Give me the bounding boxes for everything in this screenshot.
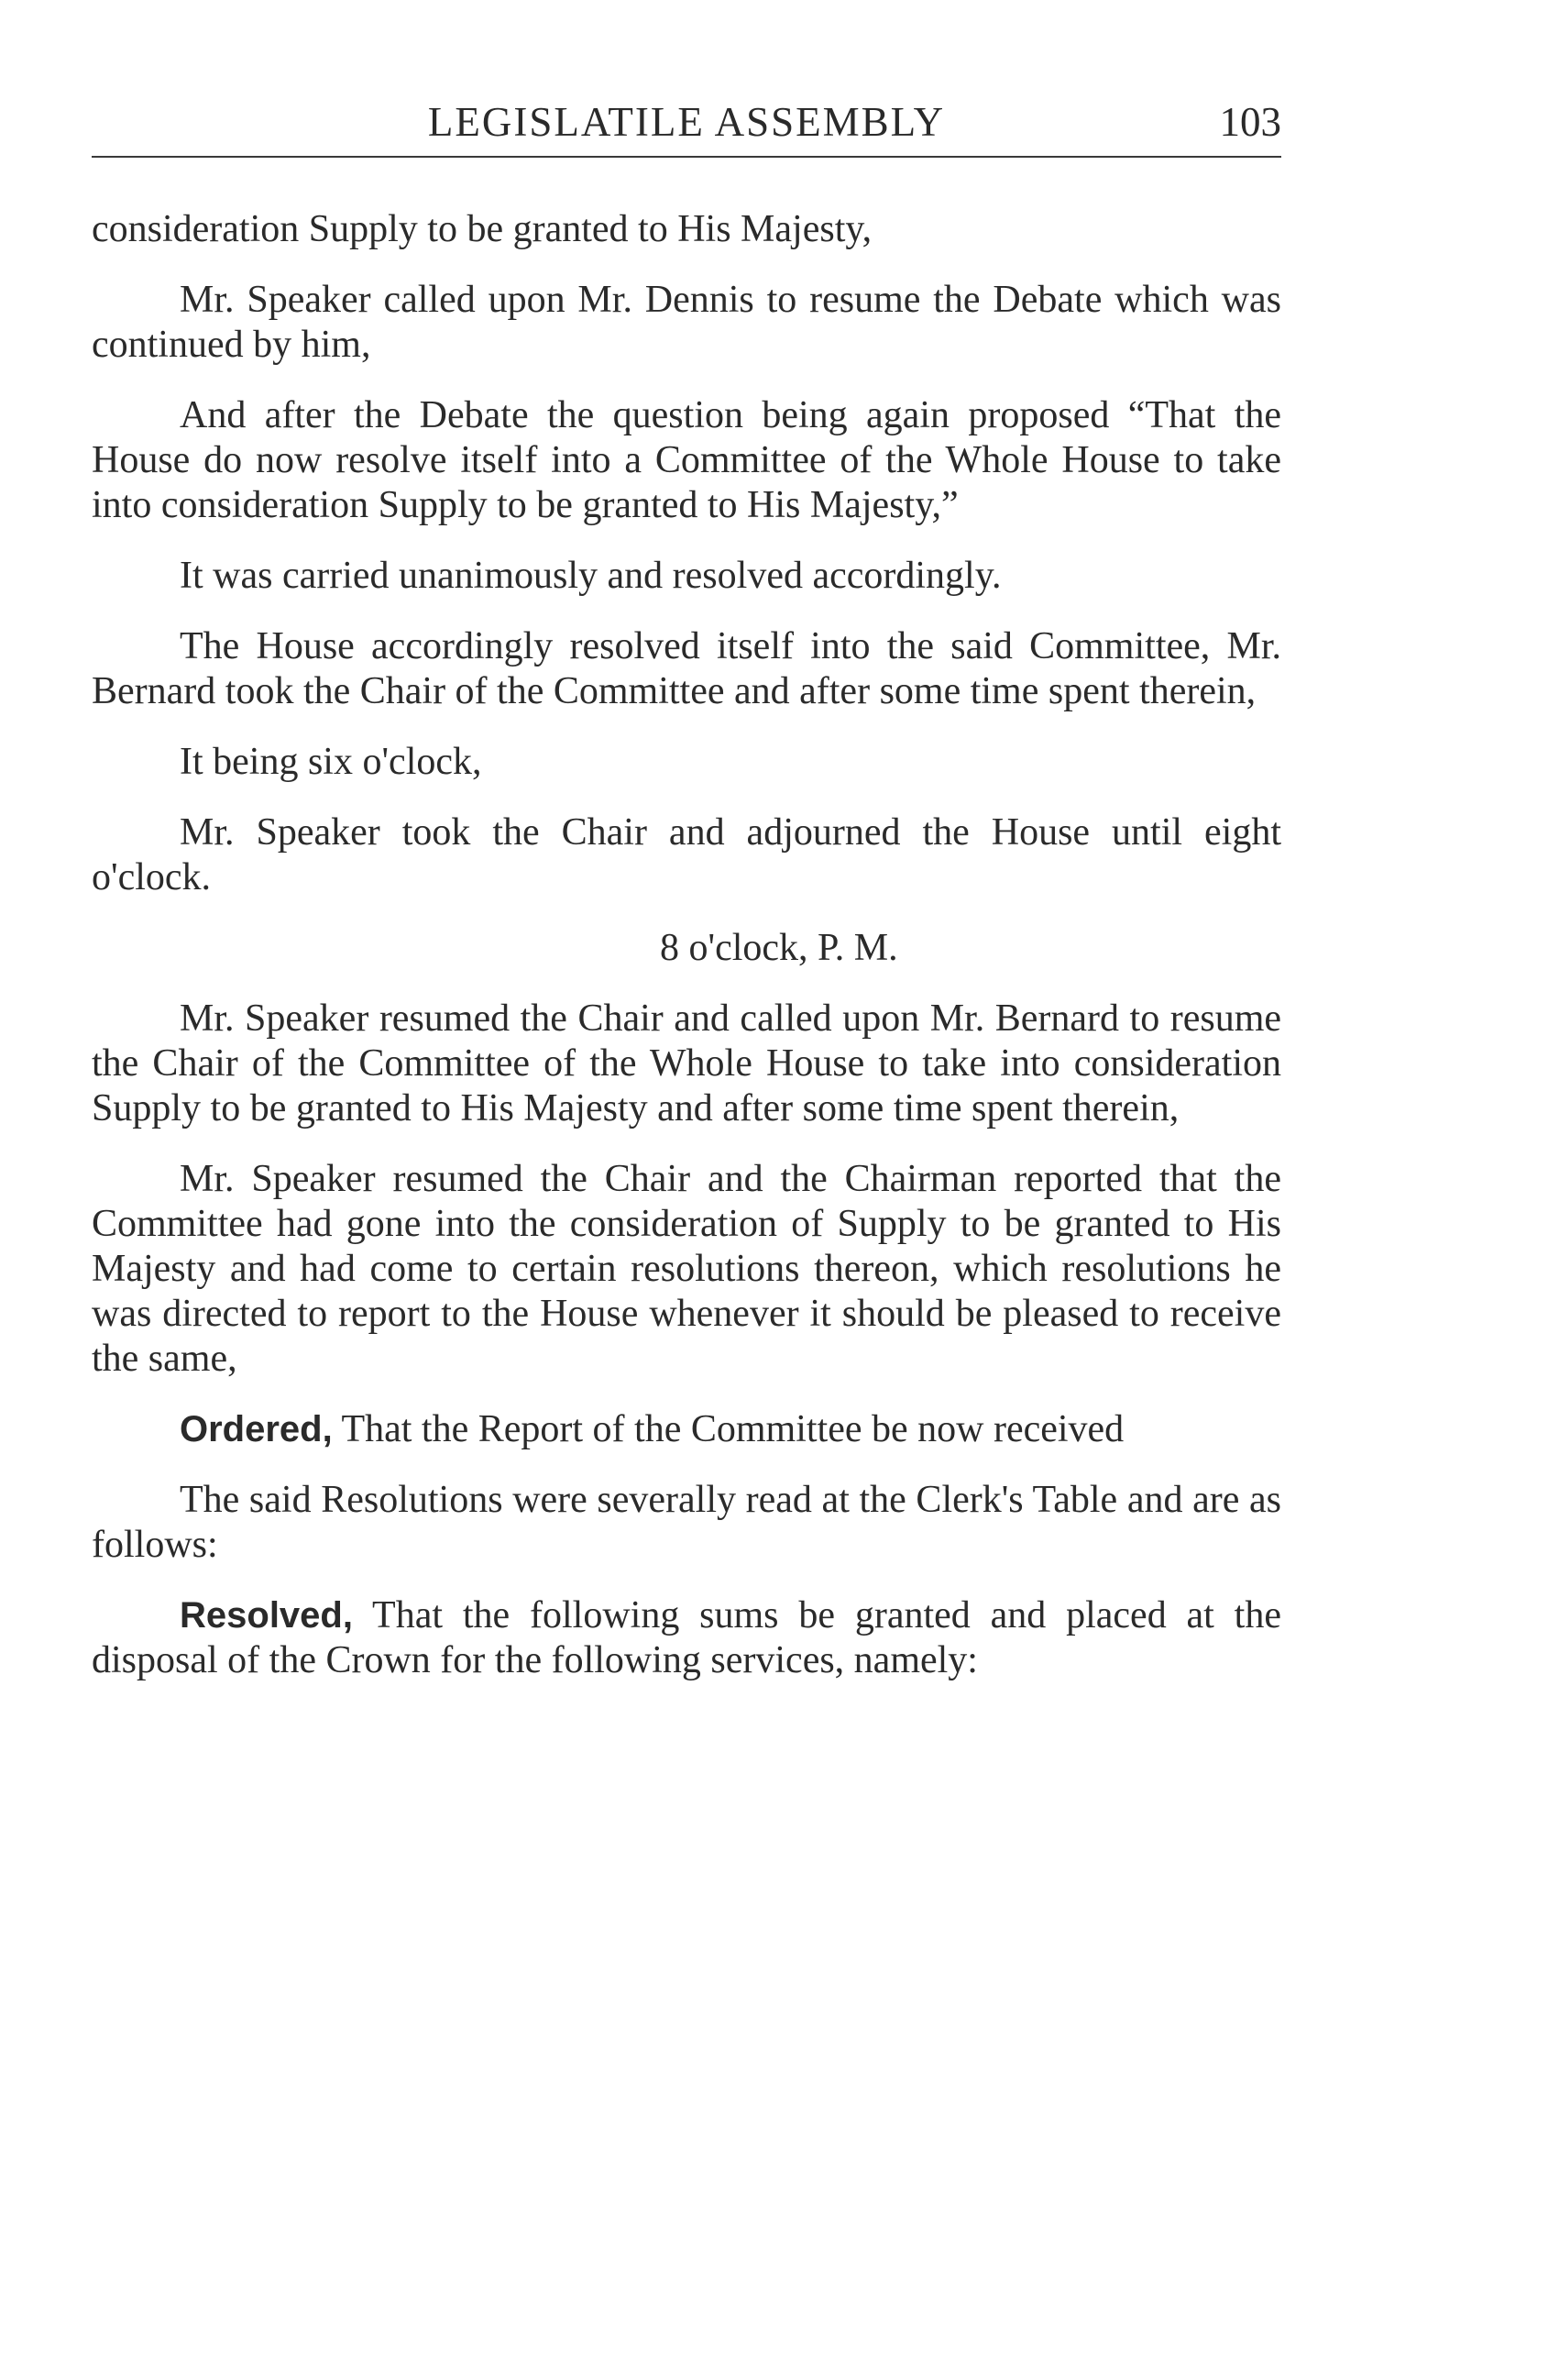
- paragraph: [92, 554, 1281, 599]
- document-body: [92, 207, 1281, 1709]
- paragraph: [92, 810, 1281, 900]
- time-heading-text: 8 o'clock, P. M.: [660, 927, 898, 969]
- paragraph: [92, 1157, 1281, 1382]
- paragraph-text: It being six o'clock,: [180, 741, 482, 783]
- paragraph-text: Mr. Speaker took the Chair and adjourned the House until eight o'clock.: [92, 811, 1281, 898]
- header-rule: [92, 156, 1281, 158]
- paragraph-text: Mr. Speaker called upon Mr. Dennis to resume the Debate which was continued by him,: [92, 279, 1281, 366]
- resolved-paragraph: [92, 1593, 1281, 1683]
- ordered-paragraph: [92, 1407, 1281, 1452]
- paragraph-text: The House accordingly resolved itself into the said Committee, Mr. Bernard took the Chair of the Committee and after some time spent therein,: [92, 625, 1281, 712]
- paragraph: [92, 997, 1281, 1131]
- paragraph-text: The said Resolutions were severally read at the Clerk's Table and are as follows:: [92, 1479, 1281, 1566]
- paragraph-text: It was carried unanimously and resolved accordingly.: [180, 555, 1002, 597]
- paragraph-text: consideration Supply to be granted to His Majesty,: [92, 208, 873, 250]
- paragraph-text: And after the Debate the question being again proposed “That the House do now resolve itself into a Committee of the Whole House to take into consideration Supply to be granted to His Majesty,”: [92, 394, 1281, 526]
- time-heading: [92, 926, 1281, 971]
- page-number: 103: [1219, 99, 1281, 145]
- paragraph-lead: Resolved,: [180, 1595, 353, 1636]
- paragraph-text: Mr. Speaker resumed the Chair and the Chairman reported that the Committee had gone into the consideration of Supply to be granted to His Majesty and had come to certain resolutions thereon, which resolutions he was directed to report to the House whenever it should be pleased to receive the same,: [92, 1158, 1281, 1380]
- header-title: LEGISLATILE ASSEMBLY: [427, 99, 946, 145]
- paragraph-text: That the following sums be granted and placed at the disposal of the Crown for the following services, namely:: [92, 1594, 1281, 1681]
- paragraph-text: Mr. Speaker resumed the Chair and called upon Mr. Bernard to resume the Chair of the Committee of the Whole House to take into consideration Supply to be granted to His Majesty and after some time spent therein,: [92, 997, 1281, 1129]
- paragraph-text: That the Report of the Committee be now received: [332, 1408, 1125, 1450]
- paragraph: [92, 1478, 1281, 1568]
- paragraph-lead: Ordered,: [180, 1409, 333, 1449]
- running-header: [92, 92, 1281, 152]
- paragraph: [92, 393, 1281, 528]
- paragraph: [92, 624, 1281, 714]
- paragraph: [92, 278, 1281, 368]
- paragraph-continuation: [92, 207, 1281, 252]
- paragraph: [92, 740, 1281, 785]
